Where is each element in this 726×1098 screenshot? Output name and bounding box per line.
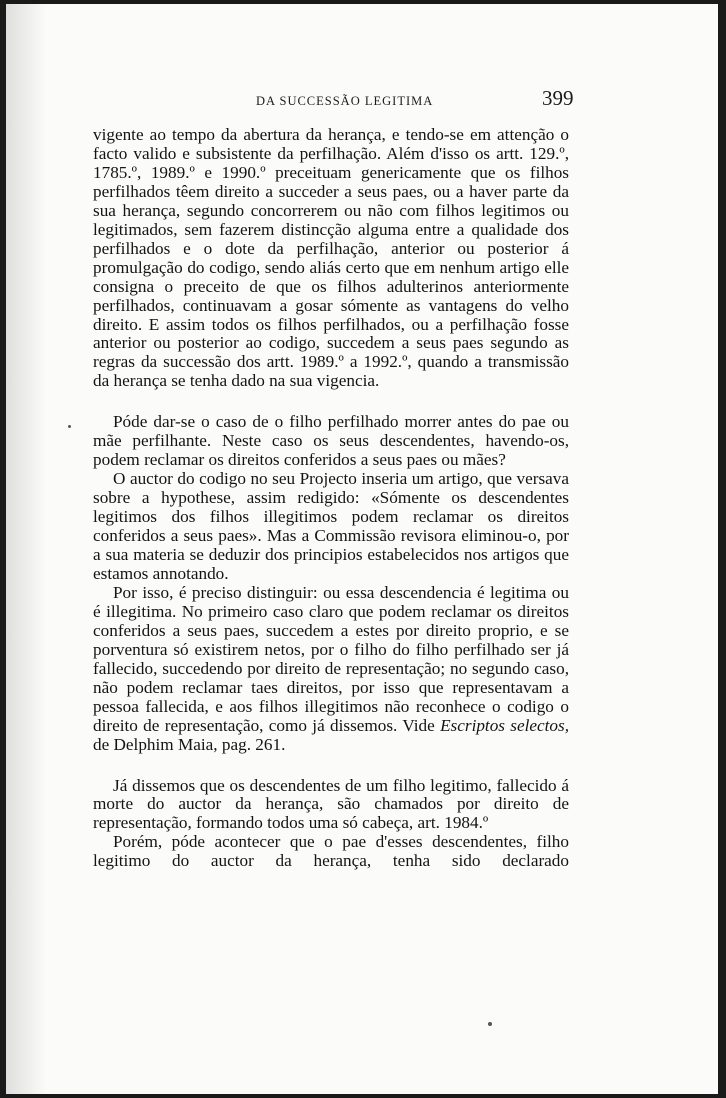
paragraph-4-tail: de Delphim Maia, pag. 261.	[93, 734, 286, 754]
page-number: 399	[542, 86, 574, 110]
paragraph-3: O auctor do codigo no seu Projecto inseria um artigo, que versava sobre a hypothese, assim redigido: «Sómente os descendentes legitimos dos filhos illegitimos podem reclamar os direitos conferidos a seus paes». Mas a Commissão revisora eliminou-o, por a sua materia se deduzir dos principios estabelecidos nos artigos que estamos annotando.	[93, 469, 569, 583]
paragraph-4	[93, 584, 569, 755]
paragraph-spacer	[93, 755, 569, 777]
paragraph-spacer	[93, 391, 569, 413]
paper-speck	[488, 1022, 492, 1026]
paragraph-2: Póde dar-se o caso de o filho perfilhado morrer antes do pae ou mãe perfilhante. Neste caso os seus descendentes, havendo-os, podem reclamar os direitos conferidos a seus paes ou mães?	[93, 412, 569, 470]
citation-title: Escriptos selectos,	[440, 715, 570, 735]
body-text	[93, 126, 569, 871]
running-header	[6, 86, 718, 116]
running-title: DA SUCCESSÃO LEGITIMA	[256, 94, 434, 108]
paper-speck	[68, 425, 71, 428]
paragraph-6: Porém, póde acontecer que o pae d'esses descendentes, filho legitimo do auctor da herança, tenha sido declarado	[93, 832, 569, 871]
book-page	[6, 4, 718, 1094]
paragraph-4-text: Por isso, é preciso distinguir: ou essa descendencia é legitima ou é illegitima. No primeiro caso claro que podem reclamar os direitos conferidos a seus paes, succedem a estes por direito proprio, e se porventura só existirem netos, por o filho do filho perfilhado ser já fallecido, succedendo por direito de representação; no segundo caso, não podem reclamar taes direitos, por isso que representavam a pessoa fallecida, e aos filhos illegitimos não reconhece o codigo o direito de representação, como já dissemos. Vide	[93, 582, 569, 735]
paragraph-5: Já dissemos que os descendentes de um filho legitimo, fallecido á morte do auctor da herança, são chamados por direito de representação, formando todos uma só cabeça, art. 1984.º	[93, 775, 569, 833]
paragraph-1: vigente ao tempo da abertura da herança, e tendo-se em attenção o facto valido e subsistente da perfilhação. Além d'isso os artt. 129.º, 1785.º, 1989.º e 1990.º preceituam genericamente que os filhos perfilhados têem direito a succeder a seus paes, ou a haver parte da sua herança, segundo concorrerem ou não com filhos legitimos ou legitimados, sem fazerem distincção alguma entre a qualidade dos perfilhados e o dote da perfilhação, anterior ou posterior á promulgação do codigo, sendo aliás certo que em nenhum artigo elle consigna o preceito de que os filhos adulterinos anteriormente perfilhados, continuavam a gosar sómente as vantagens do velho direito. E assim todos os filhos perfilhados, ou a perfilhação fosse anterior ou posterior ao codigo, succedem a seus paes segundo as regras da successão dos artt. 1989.º a 1992.º, quando a transmissão da herança se tenha dado na sua vigencia.	[93, 125, 569, 391]
